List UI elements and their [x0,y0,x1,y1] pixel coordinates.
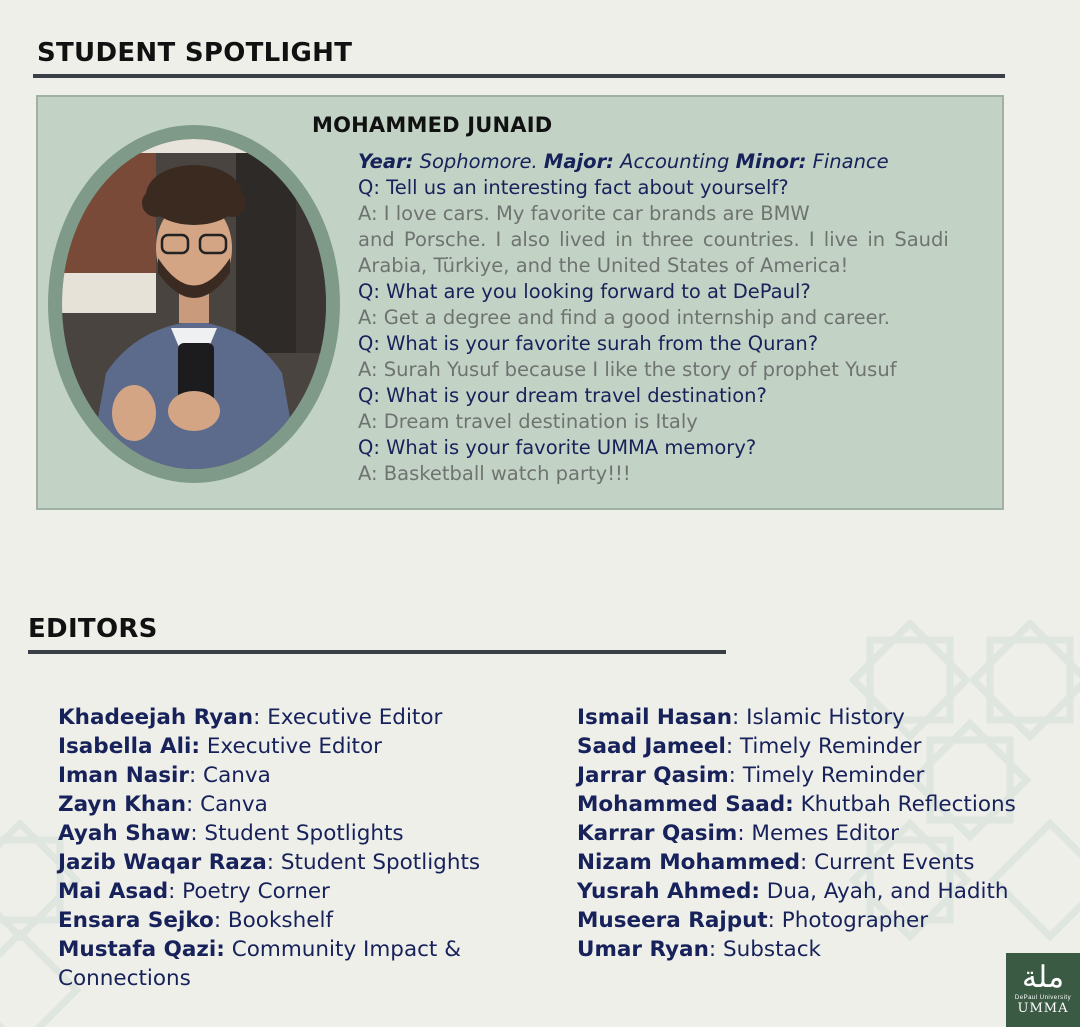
editor-name: Jarrar Qasim [577,763,729,788]
editor-name: Karrar Qasim [577,821,738,846]
logo-wordmark: UMMA [1017,1001,1069,1016]
editor-role: Executive Editor [200,734,382,759]
student-portrait [46,123,342,485]
major-value: Accounting [613,150,736,173]
editor-role-continuation: Connections [58,966,191,991]
editor-name: Mustafa Qazi: [58,937,225,962]
portrait-photo [46,123,342,485]
editor-entry [58,906,558,935]
editor-role: Dua, Ayah, and Hadith [759,879,1009,904]
editor-name: Iman Nasir [58,763,189,788]
editor-name: Jazib Waqar Raza [58,850,267,875]
answer-line: A: Surah Yusuf because I like the story of prophet Yusuf [358,358,897,381]
editor-entry [577,761,1067,790]
editor-name: Umar Ryan [577,937,709,962]
editors-title: EDITORS [28,614,158,644]
editor-entry [577,906,1067,935]
editor-role: : Student Spotlights [190,821,404,846]
answer-line: A: Get a degree and find a good internship and career. [358,306,890,329]
editor-role: : Substack [708,937,821,962]
editor-entry [58,877,558,906]
spotlight-qa [358,149,1000,487]
editor-role: : Timely Reminder [725,734,922,759]
question: Q: What are you looking forward to at DePaul? [358,280,811,303]
answer-line: A: Basketball watch party!!! [358,462,631,485]
editor-entry [58,790,558,819]
editor-role: : Poetry Corner [168,879,330,904]
editor-name: Mai Asad [58,879,169,904]
editor-role: Khutbah Reflections [793,792,1016,817]
answer-line: A: Dream travel destination is Italy [358,410,698,433]
editor-role: : Timely Reminder [728,763,925,788]
editor-name: Zayn Khan [58,792,187,817]
editor-role: : Memes Editor [737,821,900,846]
editors-title-rule [28,650,726,654]
umma-logo [1006,953,1080,1027]
editor-entry [577,935,1067,964]
major-label: Major: [543,150,614,173]
editor-name: Yusrah Ahmed: [577,879,760,904]
spotlight-title-rule [33,74,1005,78]
editor-entry [58,732,558,761]
editor-entry [58,703,558,732]
editor-name: Khadeejah Ryan [58,705,254,730]
editor-role: : Current Events [800,850,975,875]
question: Q: What is your dream travel destination? [358,384,767,407]
editor-role: : Islamic History [732,705,905,730]
student-name: MOHAMMED JUNAID [312,113,553,137]
editor-name: Isabella Ali: [58,734,200,759]
question: Q: Tell us an interesting fact about yourself? [358,176,789,199]
editor-entry [577,848,1067,877]
minor-label: Minor: [735,150,807,173]
editor-role: : Canva [188,763,271,788]
editor-role: : Photographer [767,908,929,933]
year-value: Sophomore. [413,150,538,173]
editor-entry [577,877,1067,906]
editor-name: Ensara Sejko [58,908,214,933]
editors-list-left [58,703,558,993]
editor-entry [58,761,558,790]
editor-name: Ismail Hasan [577,705,733,730]
answer-line: Arabia, Türkiye, and the United States of America! [358,254,849,277]
editor-entry [58,819,558,848]
editor-role: : Canva [186,792,268,817]
editor-name: Museera Rajput [577,908,768,933]
editor-name: Mohammed Saad: [577,792,794,817]
year-label: Year: [358,150,414,173]
question: Q: What is your favorite UMMA memory? [358,436,757,459]
answer-line: and Porsche. I also lived in three countries. I live in Saudi [358,228,949,251]
editor-name: Saad Jameel [577,734,726,759]
editor-entry [58,935,558,964]
logo-subtext: DePaul University [1014,995,1072,1001]
question: Q: What is your favorite surah from the Quran? [358,332,819,355]
editor-entry [577,819,1067,848]
spotlight-card [36,95,1004,510]
editor-name: Nizam Mohammed [577,850,801,875]
logo-arabic-glyph: ملة [1021,960,1065,995]
editor-name: Ayah Shaw [58,821,191,846]
editor-role: : Executive Editor [253,705,443,730]
editors-list-right [577,703,1067,964]
editor-entry [577,790,1067,819]
student-meta [358,149,1000,175]
editor-entry [577,732,1067,761]
editor-entry [577,703,1067,732]
editor-entry [58,848,558,877]
answer-line: A: I love cars. My favorite car brands are BMW [358,202,810,225]
editor-role: : Bookshelf [213,908,334,933]
student-spotlight-title: STUDENT SPOTLIGHT [37,38,353,68]
editor-role: : Student Spotlights [266,850,481,875]
editor-role: Community Impact & [224,937,461,962]
minor-value: Finance [806,150,889,173]
